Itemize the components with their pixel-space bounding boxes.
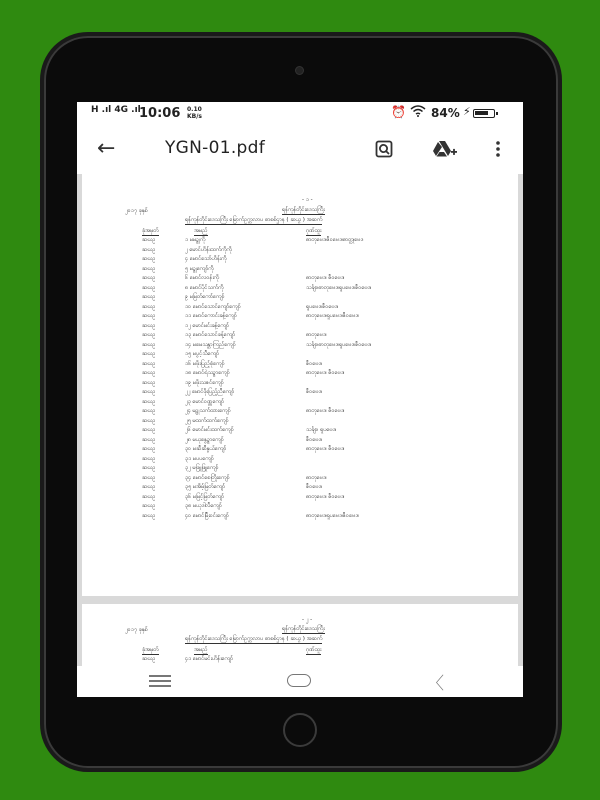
result-row bbox=[82, 388, 518, 396]
roll-prefix: ဆဃဥ bbox=[142, 474, 156, 481]
result-row bbox=[82, 246, 518, 254]
student-name: ၆ မောင်လဝန်းကို bbox=[185, 275, 220, 281]
result-row bbox=[82, 312, 518, 320]
exam-year: ၂၀၁၇ ခုနှစ် bbox=[125, 208, 148, 214]
result-row bbox=[82, 455, 518, 463]
student-name: ၁ မမဥ္စုကို bbox=[185, 237, 206, 243]
center-heading: ရန်ကုန်တိုင်းဒေသကြီး မြောက်ဥက္ကလာပ စာစစ်ဌာန ( ဆယ္ဂ ) အဆက် bbox=[185, 636, 323, 642]
document-title: YGN-01.pdf bbox=[165, 138, 266, 158]
distinction-subjects: ဇီဝဗေဒ၊ bbox=[306, 389, 323, 395]
result-row bbox=[82, 341, 518, 349]
student-name: ၁၂ မောင်မင်းခန့်ကျော် bbox=[185, 322, 230, 329]
student-name: ၂၆ မောင်မင်းထက်ကျော် bbox=[185, 427, 234, 433]
roll-prefix: ဆဃဥ bbox=[142, 503, 156, 509]
page-number: - ၂ - bbox=[302, 617, 313, 623]
student-name: ၄ မောင်သော်ဟိန်းကို bbox=[185, 256, 227, 262]
roll-prefix: ဆဃဥ bbox=[142, 427, 156, 433]
roll-prefix: ဆဃဥ bbox=[142, 455, 156, 462]
distinction-subjects: ဇီဝဗေဒ၊ bbox=[306, 484, 323, 490]
roll-prefix: ဆဃဥ bbox=[142, 237, 156, 243]
recent-apps-icon[interactable] bbox=[149, 675, 171, 687]
roll-prefix: ဆဃဥ bbox=[142, 265, 156, 272]
student-name: ၂၅ မထက်ထက်ကျော် bbox=[185, 417, 229, 424]
charging-icon: ⚡ bbox=[463, 105, 471, 118]
battery-fill bbox=[475, 111, 488, 115]
student-name: ၃၁ မပပကျော် bbox=[185, 455, 214, 462]
student-name: ၃၆ မမြင့်မြတ်ကျော် bbox=[185, 493, 225, 500]
roll-prefix: ဆဃဥ bbox=[142, 656, 156, 662]
distinction-subjects: ဇီဝဗေဒ၊ bbox=[306, 360, 323, 367]
region-heading: ရန်ကုန်တိုင်းဒေသကြီး bbox=[282, 207, 325, 213]
column-name: အမည် bbox=[194, 647, 208, 653]
navigation-bar bbox=[77, 666, 523, 697]
roll-prefix: ဆဃဥ bbox=[142, 484, 156, 490]
student-name: ၃၅ မအိမ့်မြတ်ကျော် bbox=[185, 484, 226, 490]
roll-prefix: ဆဃဥ bbox=[142, 256, 156, 262]
search-document-icon[interactable] bbox=[375, 140, 393, 158]
page-number: - ၁ - bbox=[302, 197, 313, 203]
student-name: ၃၄ မောင်စေတြိုးကျော် bbox=[185, 474, 230, 481]
front-camera bbox=[296, 67, 303, 74]
wifi-icon bbox=[410, 105, 426, 120]
result-row bbox=[82, 398, 518, 406]
result-row bbox=[82, 493, 518, 501]
student-name: ၂၄ မဥ္စုသက်ထားကျော် bbox=[185, 408, 231, 414]
result-row bbox=[82, 379, 518, 387]
result-row bbox=[82, 360, 518, 368]
roll-prefix: ဆဃဥ bbox=[142, 465, 156, 471]
back-arrow-icon[interactable]: ← bbox=[97, 136, 116, 161]
result-row bbox=[82, 255, 518, 263]
roll-prefix: ဆဃဥ bbox=[142, 398, 156, 405]
status-time: 10:06 bbox=[139, 106, 181, 121]
result-row bbox=[82, 369, 518, 377]
roll-prefix: ဆဃဥ bbox=[142, 493, 156, 500]
distinction-subjects: ဓာတုဗေဒ၊ရူပဗေဒ၊ဇီဝဗေဒ၊ bbox=[306, 313, 359, 319]
student-name: ၁၈ မောင်ရဲသဥ္စာကျော် bbox=[185, 370, 230, 376]
nav-back-icon[interactable]: 〈 bbox=[427, 674, 444, 694]
student-name: ၃၂ မဖြူဖြူကျော် bbox=[185, 465, 219, 471]
distinction-subjects: ဓာတုဗေဒ၊ ဇီဝဗေဒ၊ bbox=[306, 493, 345, 500]
distinction-subjects: ဓာတုဗေဒ၊ bbox=[306, 474, 327, 481]
distinction-subjects: ဓာတုဗေဒ၊ bbox=[306, 332, 327, 338]
roll-prefix: ဆဃဥ bbox=[142, 436, 156, 443]
battery-percent: 84% bbox=[431, 106, 460, 120]
roll-prefix: ဆဃဥ bbox=[142, 360, 156, 367]
result-row bbox=[82, 284, 518, 292]
distinction-subjects: ဓာတုဗေဒ၊ ဇီဝဗေဒ၊ bbox=[306, 370, 345, 376]
region-heading: ရန်ကုန်တိုင်းဒေသကြီး bbox=[282, 626, 325, 632]
student-name: ၁၆ မဖိုးပြည့်စုံကျော် bbox=[185, 360, 225, 367]
result-row bbox=[82, 407, 518, 415]
result-row bbox=[82, 322, 518, 330]
column-distinction: ဂုဏ်ထူး bbox=[306, 228, 322, 234]
network-speed bbox=[187, 106, 202, 120]
home-button[interactable] bbox=[283, 713, 317, 747]
result-row bbox=[82, 502, 518, 510]
roll-prefix: ဆဃဥ bbox=[142, 284, 156, 291]
roll-prefix: ဆဃဥ bbox=[142, 408, 156, 414]
network-speed-value: 0.10 bbox=[187, 106, 202, 113]
result-row bbox=[82, 417, 518, 425]
result-row bbox=[82, 303, 518, 311]
result-row bbox=[82, 331, 518, 339]
roll-prefix: ဆဃဥ bbox=[142, 379, 156, 386]
roll-prefix: ဆဃဥ bbox=[142, 275, 156, 281]
roll-prefix: ဆဃဥ bbox=[142, 246, 156, 253]
student-name: ၄၁ မောင်မင်းဟိန်းကျော် bbox=[185, 656, 234, 662]
roll-prefix: ဆဃဥ bbox=[142, 446, 156, 452]
roll-prefix: ဆဃဥ bbox=[142, 370, 156, 376]
student-name: ၁၃ မောင်သောင်ခန့်ကျော် bbox=[185, 332, 236, 338]
student-name: ၂၃ မောင်ဝဏ္ဏကျော် bbox=[185, 398, 225, 405]
result-row bbox=[82, 265, 518, 273]
distinction-subjects: သင်္ချာ၊ ရူပဗေဒ၊ bbox=[306, 427, 337, 433]
student-name: ၂ မောင်ဟိန်းထက်ကိုကို bbox=[185, 246, 232, 253]
student-name: ၂၈ မယုနွေဥ္စာကျော် bbox=[185, 436, 224, 443]
column-name: အမည် bbox=[194, 228, 208, 234]
roll-prefix: ဆဃဥ bbox=[142, 512, 156, 519]
exam-year: ၂၀၁၇ ခုနှစ် bbox=[125, 627, 148, 633]
distinction-subjects: ဓာတုဗေဒ၊ ဇီဝဗေဒ၊ bbox=[306, 446, 345, 452]
screen bbox=[77, 102, 523, 697]
roll-prefix: ဆဃဥ bbox=[142, 322, 156, 329]
result-row bbox=[82, 512, 518, 520]
student-name: ၁၅ မပွင့်သီကျော် bbox=[185, 351, 220, 357]
student-name: ၉ မမြတ်ကော်ကျော် bbox=[185, 294, 225, 300]
result-row bbox=[82, 445, 518, 453]
student-name: ၂၂ မောင်ဖိုးပြည့်ညီကျော် bbox=[185, 389, 235, 395]
student-name: ၁၉ မဖိုးသဇင်ကျော် bbox=[185, 379, 224, 386]
roll-prefix: ဆဃဥ bbox=[142, 294, 156, 300]
column-roll: ခုံအမှတ် bbox=[142, 647, 159, 653]
signal-icon: H .ıl 4G .ıl bbox=[91, 105, 141, 115]
distinction-subjects: သင်္ချာ၊ဓာတုဗေဒ၊ရူပဗေဒ၊ဇီဝဗေဒ၊ bbox=[306, 341, 372, 348]
pdf-viewer[interactable] bbox=[77, 174, 523, 666]
distinction-subjects: ဓာတုဗေဒ၊ဇီဝဗေဒ၊ဓာတ္ထုဗေဒ bbox=[306, 237, 364, 243]
result-row bbox=[82, 483, 518, 491]
result-row bbox=[82, 426, 518, 434]
toolbar bbox=[77, 126, 523, 174]
distinction-subjects: ဓာတုဗေဒ၊ရူပဗေဒ၊ဇီဝဗေဒ၊ bbox=[306, 512, 359, 519]
distinction-subjects: ဇီဝဗေဒ၊ bbox=[306, 436, 323, 443]
roll-prefix: ဆဃဥ bbox=[142, 417, 156, 424]
roll-prefix: ဆဃဥ bbox=[142, 389, 156, 395]
column-roll: ခုံအမှတ် bbox=[142, 228, 159, 234]
roll-prefix: ဆဃဥ bbox=[142, 303, 156, 310]
distinction-subjects: သင်္ချာ၊ဓာတုဗေဒ၊ရူပဗေဒ၊ဇီဝဗေဒ၊ bbox=[306, 284, 372, 291]
home-icon[interactable] bbox=[287, 674, 311, 687]
roll-prefix: ဆဃဥ bbox=[142, 341, 156, 348]
result-row bbox=[82, 350, 518, 358]
student-name: ၁၀ မောင်သောင်ကျော်ကျော် bbox=[185, 303, 241, 310]
column-distinction: ဂုဏ်ထူး bbox=[306, 647, 322, 653]
pdf-page-1 bbox=[82, 174, 518, 596]
result-row bbox=[82, 436, 518, 444]
student-name: ၄၀ မောင်မြီးဝင်းကျော် bbox=[185, 512, 229, 519]
distinction-subjects: ဓာတုဗေဒ၊ ဇီဝဗေဒ၊ bbox=[306, 275, 345, 281]
status-bar bbox=[77, 102, 523, 126]
student-name: ၁၁ မောင်ကောင်းခန့်ကျော် bbox=[185, 313, 237, 319]
center-heading: ရန်ကုန်တိုင်းဒေသကြီး မြောက်ဥက္ကလာပ စာစစ်ဌာန ( ဆယ္ဂ ) အဆက် bbox=[185, 217, 323, 223]
add-to-drive-icon[interactable] bbox=[432, 139, 458, 159]
alarm-icon: ⏰ bbox=[391, 105, 406, 119]
battery-icon bbox=[473, 109, 495, 118]
result-row bbox=[82, 274, 518, 282]
result-row bbox=[82, 474, 518, 482]
roll-prefix: ဆဃဥ bbox=[142, 313, 156, 319]
student-name: ၃၀ မဆီဆီနွယ်ကျော် bbox=[185, 446, 227, 452]
roll-prefix: ဆဃဥ bbox=[142, 351, 156, 357]
result-row bbox=[82, 293, 518, 301]
distinction-subjects: ရူပဗေဒ၊ဇီဝဗေဒ၊ bbox=[306, 303, 339, 310]
student-name: ၁၄ မမေသန္တာကြည်ကျော် bbox=[185, 341, 236, 348]
distinction-subjects: ဓာတုဗေဒ၊ ဇီဝဗေဒ၊ bbox=[306, 408, 345, 414]
result-row bbox=[82, 236, 518, 244]
roll-prefix: ဆဃဥ bbox=[142, 332, 156, 338]
student-name: ၅ မဥ္စုကျော်ကို bbox=[185, 265, 214, 272]
more-options-icon[interactable] bbox=[495, 140, 501, 158]
student-name: ၈ မောင်ပိုင်သက်ကို bbox=[185, 284, 224, 291]
result-row bbox=[82, 464, 518, 472]
student-name: ၃၈ မယုဒါလီကျော် bbox=[185, 503, 222, 509]
network-speed-unit: KB/s bbox=[187, 113, 202, 120]
result-row bbox=[82, 655, 518, 663]
